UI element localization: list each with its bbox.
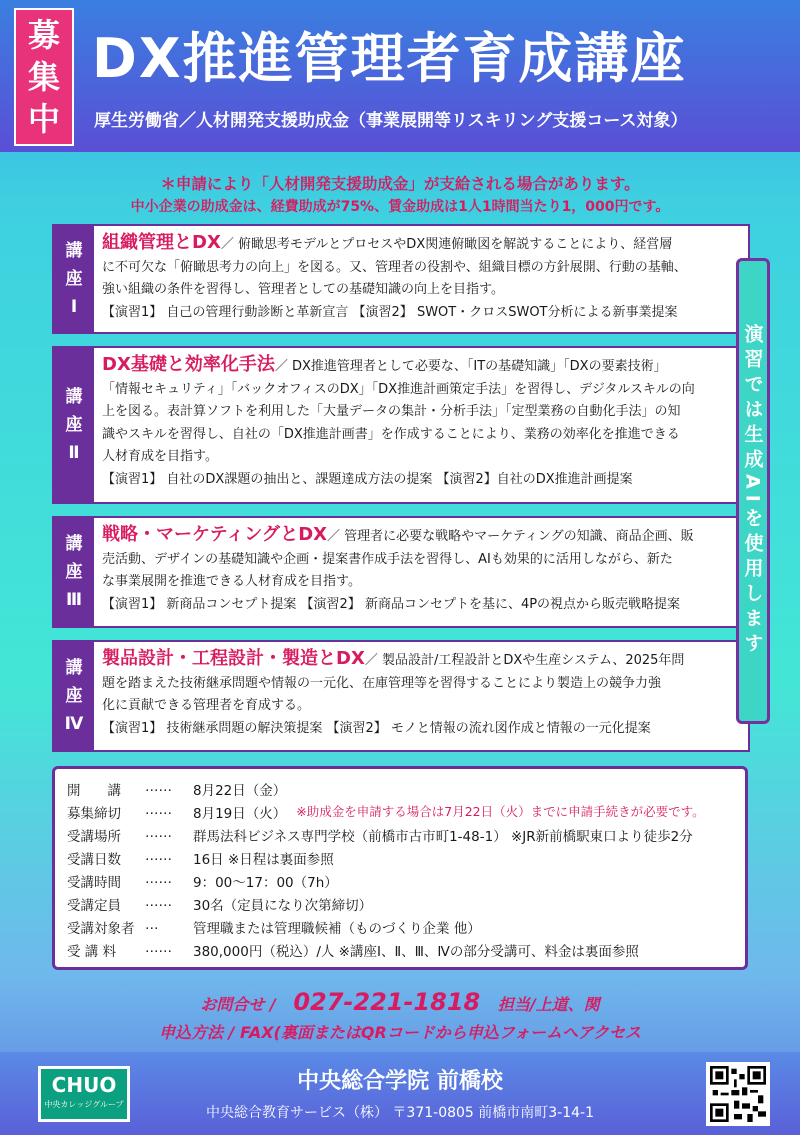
- course-title: DX基礎と効率化手法: [102, 354, 275, 375]
- course-tab: [54, 642, 94, 750]
- course-title: 戦略・マーケティングとDX: [102, 524, 328, 545]
- header: [0, 0, 800, 152]
- tab-char: 座: [65, 686, 83, 706]
- tab-char: 講: [65, 387, 83, 407]
- course-tab: [54, 226, 94, 332]
- course-text: 上を図る。表計算ソフトを利用した「大量データの集計・分析手法」「定型業務の自動化手法」の知: [102, 404, 681, 419]
- course-title: 製品設計・工程設計・製造とDX: [102, 648, 365, 669]
- recruiting-badge: [14, 8, 74, 146]
- info-value: 30名（定員になり次第締切）: [193, 898, 373, 914]
- qr-code-graphic: [710, 1066, 766, 1122]
- course-text: 「情報セキュリティ」「バックオフィスのDX」「DX推進計画策定手法」を習得し、デジタルスキルの向: [102, 381, 695, 397]
- course-body: [102, 648, 740, 740]
- course-text: 化に貢献できる管理者を育成する。: [102, 698, 311, 713]
- course-title: 組織管理とDX: [102, 232, 221, 253]
- page-subtitle: 厚生労働省／人材開発支援助成金（事業展開等リスキリング支援コース対象）: [94, 111, 688, 131]
- tab-char: 講: [65, 658, 83, 678]
- logo-subtext: 中央カレッジグループ: [44, 1100, 124, 1109]
- info-value: 群馬法科ビジネス専門学校（前橋市古市町1-48-1） ※JR新前橋駅東口より徒歩2分: [193, 829, 693, 845]
- course-3: [52, 516, 750, 628]
- course-exercise: 【演習1】 技術継承問題の解決策提案 【演習2】 モノと情報の流れ図作成と情報の一元化提案: [102, 720, 651, 736]
- school-address: 中央総合教育サービス（株） 〒371-0805 前橋市南町3-14-1: [205, 1105, 595, 1121]
- info-value: 380,000円（税込）/人 ※講座Ⅰ、Ⅱ、Ⅲ、Ⅳの部分受講可、料金は裏面参照: [193, 944, 639, 960]
- info-value: 16日 ※日程は裏面参照: [193, 852, 334, 868]
- course-1: [52, 224, 750, 334]
- course-body: [102, 232, 740, 324]
- info-dots: ……: [145, 779, 172, 795]
- recruit-char: 集: [27, 58, 60, 96]
- tab-char: Ⅳ: [64, 714, 84, 734]
- info-row-capacity: [67, 894, 372, 916]
- page-title: DX推進管理者育成講座: [92, 27, 687, 90]
- info-row-days: [67, 848, 334, 870]
- tab-char: 座: [65, 415, 83, 435]
- course-text: な事業展開を推進できる人材育成を目指す。: [102, 574, 361, 589]
- course-exercise: 【演習1】 自己の管理行動診断と革新宣言 【演習2】 SWOT・クロスSWOT分析による新事業提案: [102, 304, 678, 320]
- course-body: [102, 524, 740, 616]
- course-text: に不可欠な「俯瞰思考力の向上」を図る。又、管理者の役割や、組織目標の方針展開、行動の基軸、: [102, 259, 687, 275]
- info-row-fee: [67, 940, 639, 962]
- tab-char: 講: [65, 534, 83, 554]
- tab-char: 講: [65, 241, 83, 261]
- info-value: 8月19日（火）: [193, 806, 287, 822]
- qr-code-icon[interactable]: [706, 1062, 770, 1126]
- info-label: 開 講: [67, 783, 121, 799]
- course-exercise: 【演習1】 自社のDX課題の抽出と、課題達成方法の提案 【演習2】自社のDX推進計画提案: [102, 471, 633, 487]
- info-label: 受講場所: [67, 829, 121, 845]
- info-label: 募集締切: [67, 806, 121, 822]
- info-label: 受講対象者: [67, 921, 135, 937]
- info-row-hours: [67, 871, 338, 893]
- logo-text: CHUO: [51, 1073, 117, 1097]
- info-value: 管理職または管理職候補（ものづくり企業 他）: [193, 921, 481, 937]
- school-name: 中央総合学院 前橋校: [297, 1069, 503, 1094]
- course-4: [52, 640, 750, 752]
- course-text: ／ 管理者に必要な戦略やマーケティングの知識、商品企画、販: [327, 529, 694, 544]
- contact-prefix: お問合せ /: [200, 995, 276, 1014]
- course-text: ／ 俯瞰思考モデルとプロセスやDX関連俯瞰図を解説することにより、経営層: [220, 237, 673, 252]
- course-text: 強い組織の条件を習得し、管理者としての基礎知識の向上を目指す。: [102, 282, 504, 297]
- info-warning: ※助成金を申請する場合は7月22日（火）までに申請手続きが必要です。: [296, 804, 705, 819]
- tab-char: Ⅰ: [70, 297, 78, 317]
- info-value: 9：00～17：00（7h）: [193, 875, 338, 891]
- course-text: 題を踏まえた技術継承問題や情報の一元化、在庫管理等を習得することにより製造上の競争力強: [102, 675, 662, 691]
- course-tab: [54, 348, 94, 502]
- info-row-start: [67, 779, 286, 801]
- info-value: 8月22日（金）: [193, 783, 287, 799]
- tab-char: 座: [65, 562, 83, 582]
- course-2: [52, 346, 750, 504]
- subsidy-detail: 中小企業の助成金は、経費助成が75%、賃金助成は1人1時間当たり1，000円です。: [130, 199, 670, 215]
- ai-usage-banner: 演習では生成AIを使用します: [736, 258, 770, 724]
- course-text: ／ DX推進管理者として必要な、「ITの基礎知識」「DXの要素技術」: [274, 359, 667, 374]
- info-label: 受 講 料: [67, 944, 117, 960]
- course-body: [102, 354, 740, 491]
- info-dots: ……: [145, 871, 172, 887]
- footer: [0, 1052, 800, 1135]
- course-text: 人材育成を目指す。: [102, 449, 218, 464]
- course-text: 識やスキルを習得し、自社の「DX推進計画書」を作成することにより、業務の効率化を推進できる: [102, 426, 680, 442]
- tab-char: 座: [65, 269, 83, 289]
- tab-char: Ⅱ: [68, 443, 80, 463]
- info-label: 受講定員: [67, 898, 121, 914]
- info-dots: …: [145, 917, 159, 933]
- course-tab: [54, 518, 94, 626]
- course-info-box: [52, 766, 748, 970]
- recruit-char: 募: [27, 16, 60, 54]
- subsidy-note: ＊申請により「人材開発支援助成金」が支給される場合があります。: [160, 175, 640, 193]
- info-dots: ……: [145, 940, 172, 956]
- info-row-location: [67, 825, 693, 847]
- contact-line: [0, 988, 800, 1016]
- tab-char: Ⅲ: [65, 590, 83, 610]
- info-dots: ……: [145, 894, 172, 910]
- course-text: ／ 製品設計/工程設計とDXや生産システム、2025年問: [364, 653, 685, 668]
- info-label: 受講時間: [67, 875, 121, 891]
- info-dots: ……: [145, 825, 172, 841]
- info-dots: ……: [145, 848, 172, 864]
- info-dots: ……: [145, 802, 172, 818]
- course-text: 売活動、デザインの基礎知識や企画・提案書作成手法を習得し、AIも効果的に活用しながら、新た: [102, 551, 673, 567]
- apply-method: 申込方法 / FAX(裏面またはQRコードから申込フォームへアクセス: [158, 1023, 642, 1042]
- phone-link[interactable]: 027-221-1818: [293, 988, 481, 1016]
- info-row-target: [67, 917, 481, 939]
- recruit-char: 中: [27, 100, 60, 138]
- contact-person: 担当/上道、関: [497, 995, 600, 1014]
- info-row-deadline: [67, 802, 705, 824]
- course-exercise: 【演習1】 新商品コンセプト提案 【演習2】 新商品コンセプトを基に、4Pの視点から販売戦略提案: [102, 596, 681, 612]
- info-label: 受講日数: [67, 852, 121, 868]
